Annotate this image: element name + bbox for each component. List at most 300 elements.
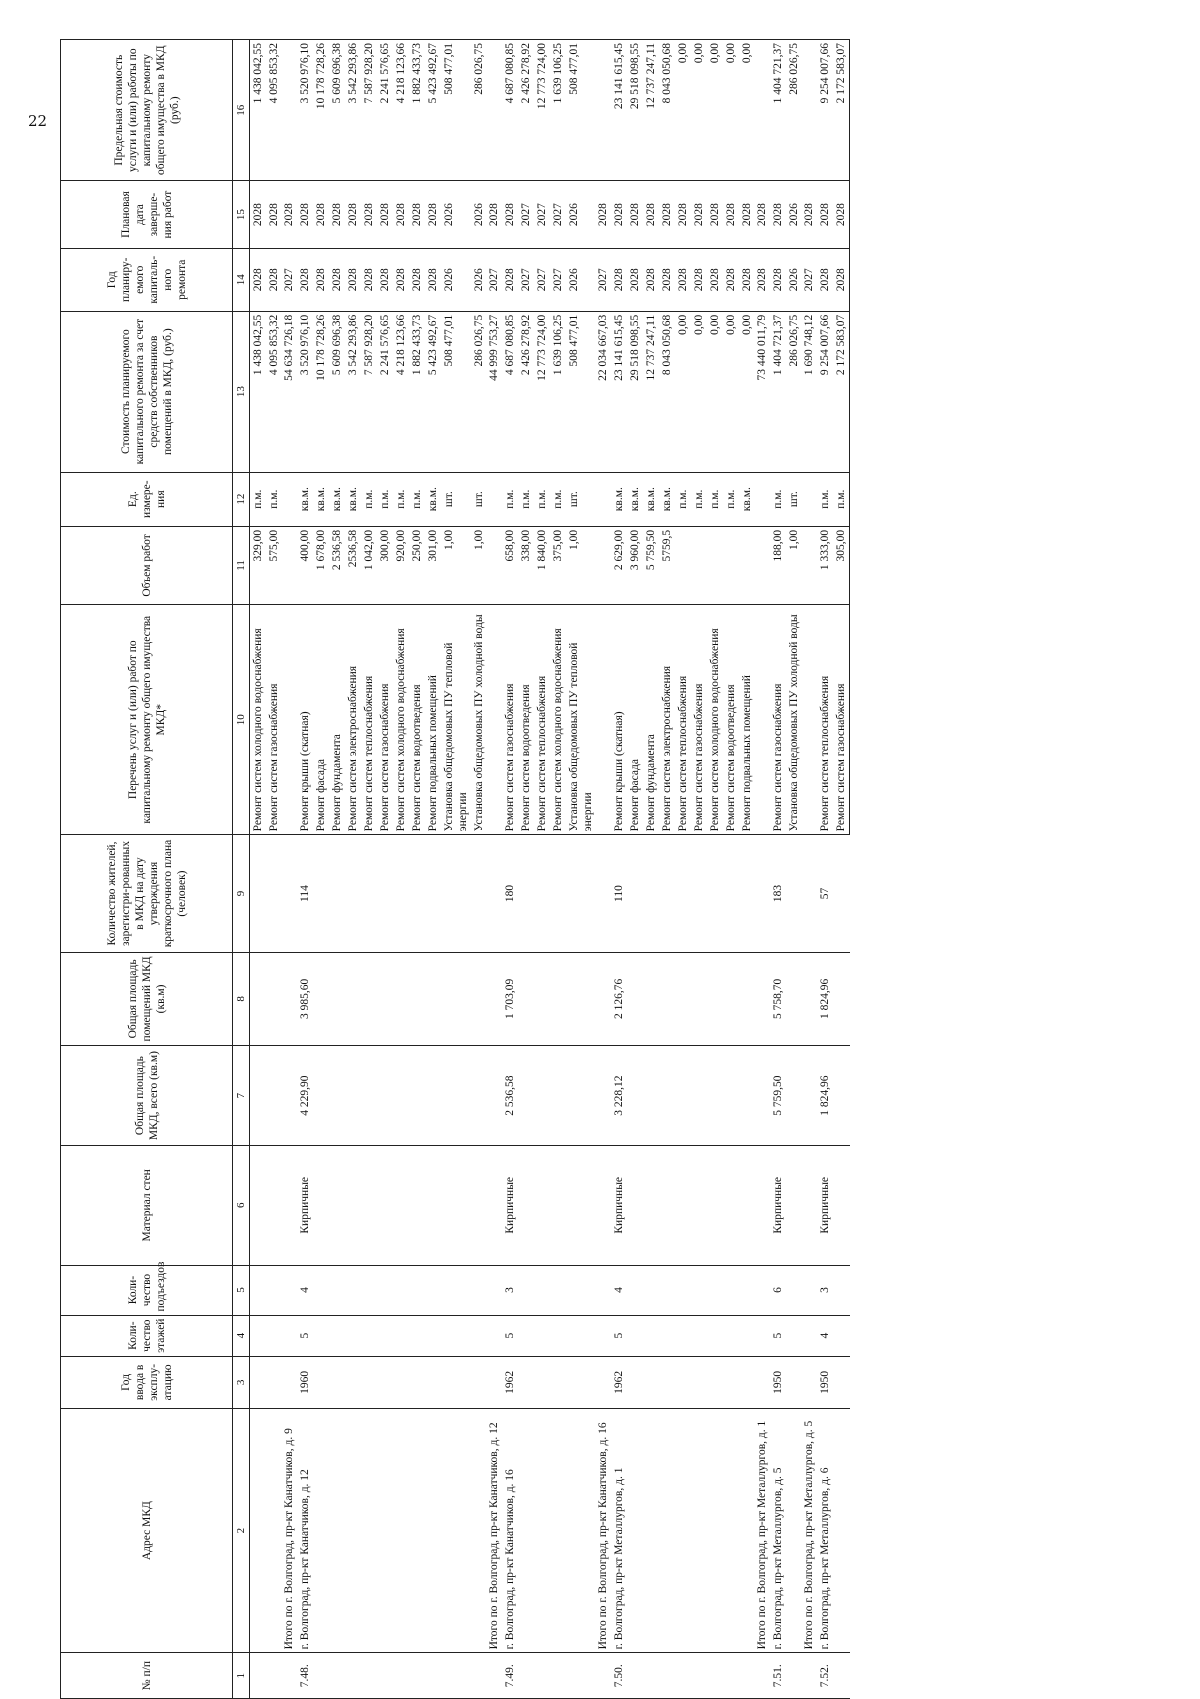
work-name: Установка общедомовых ПУ холодной воды (786, 605, 802, 835)
work-volume: 400,00 (297, 526, 313, 604)
header-c6: Материал стен (61, 1146, 233, 1266)
work-name: Ремонт систем газоснабжения (502, 605, 518, 835)
empty-cell (755, 1265, 770, 1315)
work-end-date: 2028 (723, 181, 739, 248)
work-limit-cost: 4 095 853,32 (266, 40, 282, 181)
work-cost: 5 609 696,38 (329, 311, 345, 472)
work-name: Ремонт систем газоснабжения (377, 605, 393, 835)
work-cost: 8 043 050,68 (659, 311, 675, 472)
wall-material: Кирпичные (611, 1146, 755, 1266)
work-year: 2028 (627, 248, 643, 311)
row-number (755, 1653, 770, 1699)
work-end-date: 2028 (425, 181, 441, 248)
header-c8: Общая площадь помещений МКД (кв.м) (61, 952, 233, 1045)
row-number (487, 1653, 502, 1699)
total-area: 4 229,90 (297, 1046, 487, 1146)
work-year: 2027 (550, 248, 566, 311)
work-volume: 305,00 (833, 526, 850, 604)
work-year: 2027 (518, 248, 534, 311)
total-cost: 54 634 726,18 (282, 311, 297, 472)
empty-cell (802, 1046, 817, 1146)
empty-cell (487, 472, 502, 526)
empty-cell (487, 1315, 502, 1356)
total-year: 2027 (487, 248, 502, 311)
rooms-area: 5 758,70 (770, 952, 802, 1045)
work-cost: 12 737 247,11 (643, 311, 659, 472)
work-unit: кв.м. (659, 472, 675, 526)
work-volume: 300,00 (377, 526, 393, 604)
table-row (250, 40, 267, 1699)
wall-material: Кирпичные (770, 1146, 802, 1266)
work-limit-cost: 12 737 247,11 (643, 40, 659, 181)
work-limit-cost: 1 438 042,55 (250, 40, 267, 181)
work-end-date: 2028 (297, 181, 313, 248)
work-year: 2028 (393, 248, 409, 311)
work-end-date: 2028 (266, 181, 282, 248)
work-name: Ремонт систем теплоснабжения (534, 605, 550, 835)
work-name: Ремонт систем холодного водоснабжения (250, 605, 267, 835)
total-cost: 1 690 748,12 (802, 311, 817, 472)
empty-cell (282, 952, 297, 1045)
work-year: 2028 (707, 248, 723, 311)
work-unit: п.м. (361, 472, 377, 526)
work-cost: 286 026,75 (786, 311, 802, 472)
empty-cell (487, 952, 502, 1045)
work-year: 2028 (770, 248, 786, 311)
header-c2: Адрес МКД (61, 1408, 233, 1652)
empty-cell (487, 1046, 502, 1146)
header-c9: Количество жителей, зарегистри-рованных в МКД на дату утверждения краткосрочного плана (человек) (61, 835, 233, 952)
empty-cell (802, 835, 817, 952)
address: г. Волгоград, пр-кт Металлургов, д. 5 (770, 1408, 802, 1652)
empty-cell (596, 1356, 611, 1408)
work-unit: кв.м. (297, 472, 313, 526)
work-year: 2028 (425, 248, 441, 311)
work-name: Ремонт систем газоснабжения (833, 605, 850, 835)
work-volume (675, 526, 691, 604)
table-row (266, 40, 282, 1699)
total-area (266, 1046, 282, 1146)
total-date: 2028 (487, 181, 502, 248)
work-limit-cost: 508 477,01 (441, 40, 471, 181)
row-number: 7.52. (817, 1653, 850, 1699)
year-built (250, 1356, 267, 1408)
column-number: 2 (233, 1408, 250, 1652)
empty-cell (596, 1315, 611, 1356)
work-limit-cost: 508 477,01 (566, 40, 596, 181)
work-unit: п.м. (518, 472, 534, 526)
work-cost: 3 542 293,86 (345, 311, 361, 472)
work-volume: 1 678,00 (313, 526, 329, 604)
residents: 183 (770, 835, 802, 952)
work-unit: кв.м. (643, 472, 659, 526)
residents: 110 (611, 835, 755, 952)
work-year: 2028 (691, 248, 707, 311)
work-volume: 2 629,00 (611, 526, 627, 604)
year-built: 1960 (297, 1356, 487, 1408)
row-number: 7.51. (770, 1653, 802, 1699)
work-limit-cost: 9 254 007,66 (817, 40, 833, 181)
column-number: 15 (233, 181, 250, 248)
work-year: 2028 (675, 248, 691, 311)
empty-cell (596, 1265, 611, 1315)
work-volume: 301,00 (425, 526, 441, 604)
work-year: 2028 (659, 248, 675, 311)
work-unit: п.м. (691, 472, 707, 526)
work-name: Ремонт систем газоснабжения (266, 605, 282, 835)
work-cost: 1 404 721,37 (770, 311, 786, 472)
work-end-date: 2028 (627, 181, 643, 248)
repair-plan-table (60, 39, 850, 1699)
work-name: Ремонт систем газоснабжения (770, 605, 786, 835)
work-volume: 188,00 (770, 526, 786, 604)
table-row (611, 40, 627, 1699)
address: г. Волгоград, пр-кт Канатчиков, д. 12 (297, 1408, 487, 1652)
work-end-date: 2028 (409, 181, 425, 248)
work-limit-cost: 0,00 (707, 40, 723, 181)
work-limit-cost: 286 026,75 (471, 40, 487, 181)
floors: 5 (297, 1315, 487, 1356)
empty-cell (282, 40, 297, 181)
work-end-date: 2028 (770, 181, 786, 248)
work-year: 2028 (329, 248, 345, 311)
table-row (817, 40, 833, 1699)
work-volume: 338,00 (518, 526, 534, 604)
column-number: 9 (233, 835, 250, 952)
work-volume: 1,00 (471, 526, 487, 604)
work-end-date: 2028 (393, 181, 409, 248)
entrances: 6 (770, 1265, 802, 1315)
work-name: Ремонт систем электроснабжения (659, 605, 675, 835)
column-number: 3 (233, 1356, 250, 1408)
work-name: Ремонт систем водоотведения (409, 605, 425, 835)
work-volume: 1,00 (786, 526, 802, 604)
row-number (802, 1653, 817, 1699)
work-name: Ремонт подвальных помещений (739, 605, 755, 835)
work-unit: кв.м. (627, 472, 643, 526)
empty-cell (802, 40, 817, 181)
work-volume: 2536,58 (345, 526, 361, 604)
work-end-date: 2028 (675, 181, 691, 248)
empty-cell (487, 526, 502, 604)
column-number: 6 (233, 1146, 250, 1266)
work-name: Ремонт систем теплоснабжения (817, 605, 833, 835)
empty-cell (755, 1046, 770, 1146)
total-row (596, 40, 611, 1699)
work-unit: п.м. (833, 472, 850, 526)
empty-cell (282, 835, 297, 952)
total-date: 2028 (596, 181, 611, 248)
work-limit-cost: 7 587 928,20 (361, 40, 377, 181)
work-year: 2026 (566, 248, 596, 311)
empty-cell (282, 526, 297, 604)
work-limit-cost: 1 404 721,37 (770, 40, 786, 181)
empty-cell (282, 605, 297, 835)
work-limit-cost: 8 043 050,68 (659, 40, 675, 181)
work-name: Ремонт систем теплоснабжения (361, 605, 377, 835)
work-unit: кв.м. (329, 472, 345, 526)
work-cost: 1 639 106,25 (550, 311, 566, 472)
work-name: Ремонт систем холодного водоснабжения (550, 605, 566, 835)
rooms-area: 3 985,60 (297, 952, 487, 1045)
empty-cell (487, 1356, 502, 1408)
total-label: Итого по г. Волгоград, пр-кт Канатчиков, д. 12 (487, 1408, 502, 1652)
work-unit: п.м. (502, 472, 518, 526)
work-name: Ремонт систем теплоснабжения (675, 605, 691, 835)
table-row (502, 40, 518, 1699)
work-cost: 508 477,01 (441, 311, 471, 472)
work-cost: 4 095 853,32 (266, 311, 282, 472)
work-unit: п.м. (723, 472, 739, 526)
work-unit: п.м. (550, 472, 566, 526)
address: г. Волгоград, пр-кт Металлургов, д. 1 (611, 1408, 755, 1652)
wall-material: Кирпичные (297, 1146, 487, 1266)
floors: 4 (817, 1315, 850, 1356)
total-year: 2027 (282, 248, 297, 311)
work-volume: 1,00 (566, 526, 596, 604)
column-number-row (233, 40, 250, 1699)
work-volume: 658,00 (502, 526, 518, 604)
work-end-date: 2026 (471, 181, 487, 248)
work-year: 2026 (786, 248, 802, 311)
rooms-area: 1 824,96 (817, 952, 850, 1045)
empty-cell (802, 952, 817, 1045)
work-end-date: 2028 (345, 181, 361, 248)
work-limit-cost: 5 609 696,38 (329, 40, 345, 181)
address: г. Волгоград, пр-кт Канатчиков, д. 16 (502, 1408, 596, 1652)
work-cost: 1 882 433,73 (409, 311, 425, 472)
work-name: Ремонт крыши (скатная) (611, 605, 627, 835)
work-end-date: 2028 (611, 181, 627, 248)
work-unit: шт. (566, 472, 596, 526)
address (250, 1408, 267, 1652)
work-unit: шт. (441, 472, 471, 526)
total-label: Итого по г. Волгоград, пр-кт Канатчиков, д. 16 (596, 1408, 611, 1652)
work-year: 2028 (250, 248, 267, 311)
work-year: 2028 (266, 248, 282, 311)
empty-cell (487, 1265, 502, 1315)
work-unit: п.м. (675, 472, 691, 526)
empty-cell (282, 472, 297, 526)
work-end-date: 2028 (817, 181, 833, 248)
work-limit-cost: 1 882 433,73 (409, 40, 425, 181)
row-number: 7.50. (611, 1653, 755, 1699)
work-year: 2028 (313, 248, 329, 311)
empty-cell (802, 526, 817, 604)
work-year: 2026 (471, 248, 487, 311)
residents (266, 835, 282, 952)
row-number (250, 1653, 267, 1699)
empty-cell (755, 952, 770, 1045)
total-area: 1 824,96 (817, 1046, 850, 1146)
table-row (297, 40, 313, 1699)
header-c14: Год планиру-емого капиталь-ного ремонта (61, 248, 233, 311)
year-built (266, 1356, 282, 1408)
empty-cell (755, 526, 770, 604)
residents (250, 835, 267, 952)
total-cost: 73 440 011,79 (755, 311, 770, 472)
work-volume: 1,00 (441, 526, 471, 604)
work-limit-cost: 3 542 293,86 (345, 40, 361, 181)
work-limit-cost: 2 172 583,07 (833, 40, 850, 181)
work-end-date: 2028 (739, 181, 755, 248)
empty-cell (282, 1046, 297, 1146)
work-cost: 12 773 724,00 (534, 311, 550, 472)
total-year: 2028 (755, 248, 770, 311)
work-end-date: 2028 (659, 181, 675, 248)
work-volume: 329,00 (250, 526, 267, 604)
empty-cell (596, 526, 611, 604)
work-limit-cost: 29 518 098,55 (627, 40, 643, 181)
header-c7: Общая площадь МКД, всего (кв.м) (61, 1046, 233, 1146)
empty-cell (487, 605, 502, 835)
total-row (755, 40, 770, 1699)
header-c4: Коли-чество этажей (61, 1315, 233, 1356)
header-c5: Коли-чество подъездов (61, 1265, 233, 1315)
wall-material: Кирпичные (502, 1146, 596, 1266)
empty-cell (282, 1356, 297, 1408)
address: г. Волгоград, пр-кт Металлургов, д. 6 (817, 1408, 850, 1652)
empty-cell (596, 1146, 611, 1266)
floors: 5 (770, 1315, 802, 1356)
work-volume: 5 759,50 (643, 526, 659, 604)
work-limit-cost: 12 773 724,00 (534, 40, 550, 181)
floors (250, 1315, 267, 1356)
column-number: 13 (233, 311, 250, 472)
work-cost: 0,00 (675, 311, 691, 472)
empty-cell (802, 605, 817, 835)
work-cost: 1 438 042,55 (250, 311, 267, 472)
work-cost: 0,00 (707, 311, 723, 472)
work-unit: п.м. (377, 472, 393, 526)
address (266, 1408, 282, 1652)
column-number: 4 (233, 1315, 250, 1356)
work-volume: 3 960,00 (627, 526, 643, 604)
work-limit-cost: 3 520 976,10 (297, 40, 313, 181)
work-name: Ремонт фундамента (643, 605, 659, 835)
total-area: 2 536,58 (502, 1046, 596, 1146)
work-name: Установка общедомовых ПУ тепловой энергии (566, 605, 596, 835)
row-number: 7.48. (297, 1653, 487, 1699)
work-unit: п.м. (707, 472, 723, 526)
work-volume: 5759,5 (659, 526, 675, 604)
work-volume: 575,00 (266, 526, 282, 604)
work-year: 2028 (361, 248, 377, 311)
work-end-date: 2028 (313, 181, 329, 248)
work-end-date: 2028 (691, 181, 707, 248)
work-year: 2028 (817, 248, 833, 311)
work-volume: 1 840,00 (534, 526, 550, 604)
work-cost: 10 178 728,26 (313, 311, 329, 472)
work-end-date: 2028 (329, 181, 345, 248)
work-year: 2028 (643, 248, 659, 311)
work-volume: 2 536,58 (329, 526, 345, 604)
floors: 5 (502, 1315, 596, 1356)
floors (266, 1315, 282, 1356)
work-cost: 7 587 928,20 (361, 311, 377, 472)
residents: 180 (502, 835, 596, 952)
work-volume: 1 042,00 (361, 526, 377, 604)
column-number: 1 (233, 1653, 250, 1699)
work-name: Ремонт систем холодного водоснабжения (393, 605, 409, 835)
work-name: Ремонт систем электроснабжения (345, 605, 361, 835)
work-name: Ремонт фасада (627, 605, 643, 835)
empty-cell (755, 1146, 770, 1266)
work-limit-cost: 1 639 106,25 (550, 40, 566, 181)
empty-cell (802, 472, 817, 526)
work-end-date: 2028 (250, 181, 267, 248)
work-end-date: 2028 (502, 181, 518, 248)
work-unit: шт. (471, 472, 487, 526)
header-c11: Объем работ (61, 526, 233, 604)
total-area: 3 228,12 (611, 1046, 755, 1146)
work-volume: 250,00 (409, 526, 425, 604)
column-number: 8 (233, 952, 250, 1045)
work-end-date: 2027 (534, 181, 550, 248)
work-year: 2028 (833, 248, 850, 311)
work-name: Ремонт подвальных помещений (425, 605, 441, 835)
work-cost: 0,00 (739, 311, 755, 472)
empty-cell (282, 1315, 297, 1356)
empty-cell (802, 1356, 817, 1408)
work-year: 2028 (297, 248, 313, 311)
total-row (487, 40, 502, 1699)
work-unit: п.м. (770, 472, 786, 526)
rooms-area: 2 126,76 (611, 952, 755, 1045)
year-built: 1950 (817, 1356, 850, 1408)
work-name: Ремонт крыши (скатная) (297, 605, 313, 835)
work-unit: п.м. (817, 472, 833, 526)
total-date: 2028 (802, 181, 817, 248)
work-limit-cost: 4 218 123,66 (393, 40, 409, 181)
wall-material (250, 1146, 267, 1266)
work-cost: 508 477,01 (566, 311, 596, 472)
column-number: 16 (233, 40, 250, 181)
column-number: 5 (233, 1265, 250, 1315)
work-volume (723, 526, 739, 604)
empty-cell (487, 835, 502, 952)
work-end-date: 2028 (377, 181, 393, 248)
work-end-date: 2026 (566, 181, 596, 248)
total-label: Итого по г. Волгоград, пр-кт Металлургов, д. 1 (755, 1408, 770, 1652)
work-year: 2026 (441, 248, 471, 311)
rooms-area (250, 952, 267, 1045)
page-number: 22 (28, 112, 48, 130)
work-unit: кв.м. (345, 472, 361, 526)
work-end-date: 2026 (441, 181, 471, 248)
work-end-date: 2027 (550, 181, 566, 248)
row-number (596, 1653, 611, 1699)
work-limit-cost: 0,00 (691, 40, 707, 181)
work-cost: 5 423 492,67 (425, 311, 441, 472)
entrances: 4 (611, 1265, 755, 1315)
work-year: 2028 (739, 248, 755, 311)
total-year: 2027 (596, 248, 611, 311)
header-row (61, 40, 233, 1699)
total-label: Итого по г. Волгоград, пр-кт Канатчиков, д. 9 (282, 1408, 297, 1652)
work-limit-cost: 286 026,75 (786, 40, 802, 181)
work-end-date: 2026 (786, 181, 802, 248)
work-year: 2028 (611, 248, 627, 311)
rotated-table-container (60, 39, 1190, 1699)
entrances: 3 (817, 1265, 850, 1315)
empty-cell (755, 835, 770, 952)
work-cost: 9 254 007,66 (817, 311, 833, 472)
empty-cell (802, 1265, 817, 1315)
column-number: 7 (233, 1046, 250, 1146)
work-end-date: 2028 (833, 181, 850, 248)
work-year: 2028 (345, 248, 361, 311)
